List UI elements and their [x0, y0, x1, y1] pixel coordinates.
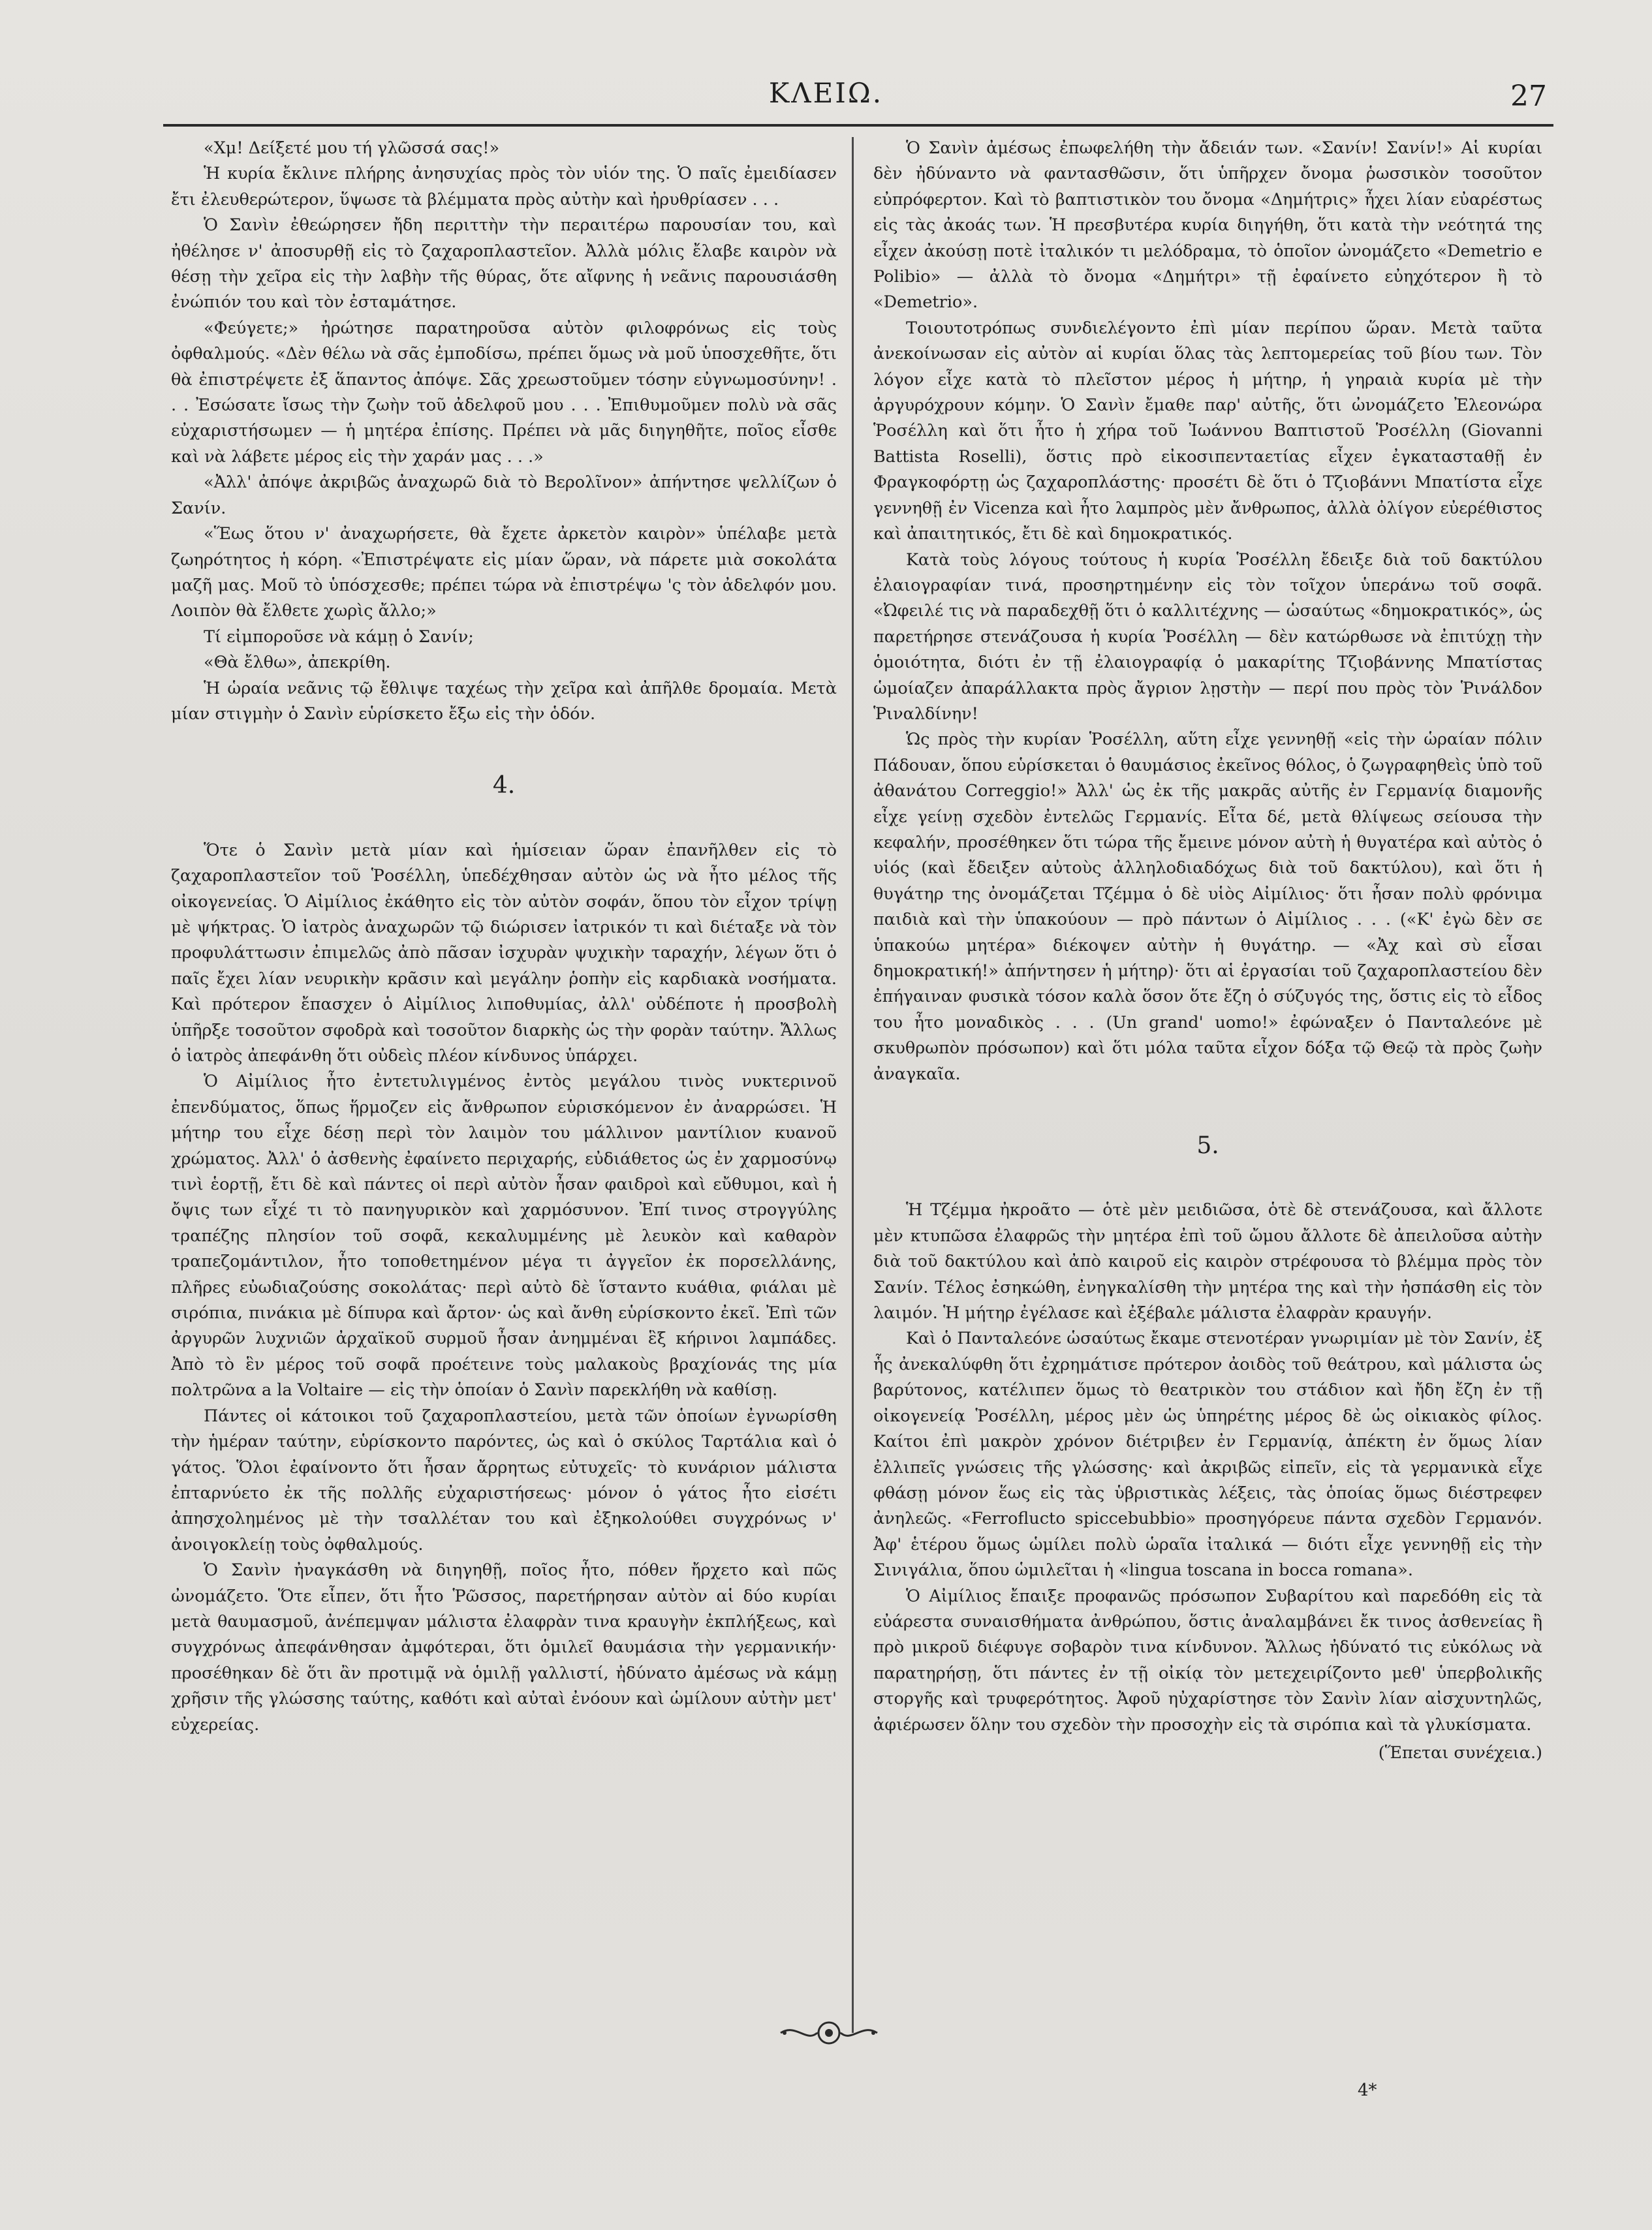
paragraph: Ὁ Σανὶν ἐθεώρησεν ἤδη περιττὴν τὴν περαιτέρω παρουσίαν του, καὶ ἠθέλησε ν' ἀποσυρθῇ εἰς τὸ ζαχαροπλαστεῖον. Ἀλλὰ μόλις ἔλαβε καιρὸν νὰ θέσῃ τὴν χεῖρα εἰς τὴν λαβὴν τῆς θύρας, ὅτε αἴφνης ἡ νεᾶνις παρουσιάσθη ἐνώπιόν του καὶ τὸν ἐσταμάτησε. — [171, 215, 837, 313]
paragraph: Ἡ Τζέμμα ἠκροᾶτο — ὁτὲ μὲν μειδιῶσα, ὁτὲ δὲ στενάζουσα, καὶ ἄλλοτε μὲν κτυπῶσα ἐλαφρῶς τὴν μητέρα ἐπὶ τοῦ ὤμου ἄλλοτε δὲ ἀπειλοῦσα αὐτὴν διὰ τοῦ δακτύλου καὶ ἀπὸ καιροῦ εἰς καιρὸν στρέφουσα τὸ βλέμμα πρὸς τὸν Σανίν. Τέλος ἐσηκώθη, ἐνηγκαλίσθη τὴν μητέρα της καὶ τὴν ἠσπάσθη εἰς τὸν λαιμόν. Ἡ μήτηρ ἐγέλασε καὶ ἐξέβαλε μάλιστα ἐλαφρὰν κραυγήν. — [873, 1200, 1542, 1324]
paragraph: Ὁ Αἰμίλιος ἔπαιξε προφανῶς πρόσωπον Συβαρίτου καὶ παρεδόθη εἰς τὰ εὐάρεστα συναισθήματα ἀνθρώπου, ὅστις ἀναλαμβάνει ἔκ τινος ἀσθενείας ἢ πρὸ μικροῦ διέφυγε σοβαρὸν τινα κίνδυνον. Ἄλλως ἠδύνατό τις εὐκόλως νὰ παρατηρήσῃ, ὅτι πάντες ἐν τῇ οἰκίᾳ τὸν μετεχειρίζοντο μεθ' ὑπερβολικῆς στοργῆς καὶ τρυφερότητος. Ἀφοῦ ηὐχαρίστησε τὸν Σανὶν λίαν αἰσχυντηλῶς, ἀφιέρωσεν ὅλην του σχεδὸν τὴν προσοχὴν εἰς τὰ σιρόπια καὶ τὰ γλυκίσματα. — [873, 1586, 1542, 1735]
page-number: 27 — [1510, 80, 1547, 113]
paragraph: Πάντες οἱ κάτοικοι τοῦ ζαχαροπλαστείου, μετὰ τῶν ὁποίων ἐγνωρίσθη τὴν ἡμέραν ταύτην, εὑρίσκοντο παρόντες, ὡς καὶ ὁ σκύλος Ταρτάλια καὶ ὁ γάτος. Ὅλοι ἐφαίνοντο ὅτι ἦσαν ἄρρητως εὐτυχεῖς· τὸ κυνάριον μάλιστα ἐπταρνύετο ἐκ τῆς πολλῆς εὐχαριστήσεως· μόνον ὁ γάτος ἦτο εἰσέτι ἀπησχολημένος μὲ τὴν τσαλλέταν του καὶ ἐξηκολούθει συγχρόνως ν' ἀνοιγοκλείῃ τοὺς ὀφθαλμούς. — [171, 1406, 837, 1555]
paragraph: Ἡ κυρία ἔκλινε πλήρης ἀνησυχίας πρὸς τὸν υἱόν της. Ὁ παῖς ἐμειδίασεν ἔτι ἐλευθερώτερον, ὕψωσε τὰ βλέμματα πρὸς αὐτὴν καὶ ἠρυθρίασεν . . . — [171, 164, 837, 209]
paragraph: «Χμ! Δείξετέ μου τή γλῶσσά σας!» — [204, 138, 500, 158]
paragraph: Ὁ Αἰμίλιος ἦτο ἐντετυλιγμένος ἐντὸς μεγάλου τινὸς νυκτερινοῦ ἐπενδύματος, ὅπως ἥρμοζεν εἰς ἄνθρωπον εὑρισκόμενον ἐν ἀναρρώσει. Ἡ μήτηρ του εἶχε δέσῃ περὶ τὸν λαιμὸν του μάλλινον μαντίλιον κυανοῦ χρώματος. Ἀλλ' ὁ ἀσθενὴς ἐφαίνετο περιχαρής, εὐδιάθετος ὡς ἐν χαρμοσύνῳ τινὶ ἑορτῇ, ἔτι δὲ καὶ πάντες οἱ περὶ αὐτὸν ἦσαν φαιδροὶ καὶ εὔθυμοι, καὶ ἡ ὄψις των εἶχέ τι τὸ πανηγυρικὸν καὶ χαρμόσυνον. Ἐπί τινος στρογγύλης τραπέζης πλησίον τοῦ σοφᾶ, κεκαλυμμένης μὲ λευκὸν καὶ καθαρὸν τραπεζομάντιλον, ἦτο τοποθετημένον μέγα τι ἀγγεῖον ἐκ πορσελλάνης, πλῆρες εὐωδιαζούσης σοκολάτας· περὶ αὐτὸ δὲ ἵσταντο κυάθια, φιάλαι μὲ σιρόπια, πινάκια μὲ δίπυρα καὶ ἄρτον· ὡς καὶ ἄνθη εὑρίσκοντο ἐκεῖ. Ἐπὶ τῶν ἀργυρῶν λυχνιῶν ἀρχαϊκοῦ συρμοῦ ἦσαν ἀνημμέναι ἓξ κήρινοι λαμπάδες. Ἀπὸ τὸ ἓν μέρος τοῦ σοφᾶ προέτεινε τοὺς μαλακοὺς βραχίονάς της μία πολτρῶνα a la Voltaire — εἰς τὴν ὁποίαν ὁ Σανὶν παρεκλήθη νὰ καθίσῃ. — [171, 1072, 837, 1401]
paragraph: «Ἕως ὅτου ν' ἀναχωρήσετε, θὰ ἔχετε ἀρκετὸν καιρὸν» ὑπέλαβε μετὰ ζωηρότητος ἡ κόρη. «Ἐπιστρέψατε εἰς μίαν ὥραν, νὰ πάρετε μιὰ σοκολάτα μαζῆ μας. Μοῦ τὸ ὑπόσχεσθε; πρέπει τώρα νὰ ἐπιστρέψω 'ς τὸν ἀδελφόν μου. Λοιπὸν θὰ ἔλθετε χωρὶς ἄλλο;» — [171, 524, 837, 621]
page-title: ΚΛΕΙΩ. — [768, 77, 884, 109]
paragraph: Ὁ Σανὶν ἀμέσως ἐπωφελήθη τὴν ἄδειάν των. «Σανίν! Σανίν!» Αἱ κυρίαι δὲν ἠδύναντο νὰ φαντασθῶσιν, ὅτι ὑπῆρχεν ὄνομα ῥωσσικὸν τοσοῦτον εὐπρόφερτον. Καὶ τὸ βαπτιστικὸν του ὄνομα «Δημήτρις» ἦχει λίαν εὐαρέστως εἰς τὰς ἀκοάς των. Ἡ πρεσβυτέρα κυρία διηγήθη, ὅτι κατὰ τὴν νεότητά της εἶχεν ἀκούσῃ ποτὲ ἰταλικόν τι μελόδραμα, τὸ ὁποῖον ὠνομάζετο «Demetrio e Polibio» — ἀλλὰ τὸ ὄνομα «Δημήτρι» τῇ ἐφαίνετο εὐηχότερον ἢ τὸ «Demetrio». — [873, 138, 1542, 313]
signature-mark: 4* — [1358, 2081, 1377, 2100]
paragraph: Ἡ ὡραία νεᾶνις τῷ ἔθλιψε ταχέως τὴν χεῖρα καὶ ἀπῆλθε δρομαία. Μετὰ μίαν στιγμὴν ὁ Σανὶν εὑρίσκετο ἔξω εἰς τὴν ὁδόν. — [171, 678, 837, 724]
paragraph: Ὁ Σανὶν ἠναγκάσθη νὰ διηγηθῇ, ποῖος ἦτο, πόθεν ἤρχετο καὶ πῶς ὠνομάζετο. Ὅτε εἶπεν, ὅτι ἦτο Ῥῶσσος, παρετήρησαν αὐτὸν αἱ δύο κυρίαι μετὰ θαυμασμοῦ, ἀνέπεμψαν μάλιστα ἐλαφρὰν τινα κραυγὴν ἐκπλήξεως, καὶ συγχρόνως ἀπεφάνθησαν ἀμφότεραι, ὅτι ὁμιλεῖ θαυμάσια τὴν γερμανικήν· προσέθηκαν δὲ ὅτι ἂν προτιμᾷ νὰ ὁμιλῇ γαλλιστί, ἠδύνατο ἀμέσως νὰ κάμῃ χρῆσιν τῆς γλώσσης ταύτης, καθότι καὶ αὐταὶ ἐνόουν καὶ ὡμίλουν αὐτὴν μετ' εὐχερείας. — [171, 1560, 837, 1735]
column-divider — [852, 137, 854, 2033]
paragraph: Καὶ ὁ Πανταλεόνε ὡσαύτως ἔκαμε στενοτέραν γνωριμίαν μὲ τὸν Σανίν, ἐξ ἧς ἀνεκαλύφθη ὅτι ἐχρημάτισε πρότερον ἀοιδὸς τοῦ θεάτρου, καὶ μάλιστα ὡς βαρύτονος, κατέλιπεν ὅμως τὸ θεατρικὸν του στάδιον καὶ ἤδη ἔζη ἐν τῇ οἰκογενείᾳ Ῥοσέλλη, μέρος μὲν ὡς ὑπηρέτης μέρος δὲ ὡς οἰκιακὸς φίλος. Καίτοι ἐπὶ μακρὸν χρόνον διέτριβεν ἐν Γερμανίᾳ, ἀπέκτη ἐν ὅμως λίαν ἐλλιπεῖς γνώσεις τῆς γλώσσης· καὶ ἀκριβῶς εἰπεῖν, εἰς τὰ γερμανικὰ εἶχε φθάσῃ μόνον ἕως εἰς τὰς ὑβριστικὰς λέξεις, τὰς ὁποίας ὅμως διέστρεφεν ἀνηλεῶς. «Ferroflucto spiccebubbio» προσηγόρευε πάντα σχεδὸν Γερμανόν. Ἀφ' ἑτέρου ὅμως ὡμίλει πολὺ ὡραῖα ἰταλικά — διότι εἶχε γεννηθῇ εἰς τὴν Σινιγάλια, ὅπου ὡμιλεῖται ἡ «lingua toscana in bocca romana». — [873, 1329, 1542, 1581]
right-column — [873, 136, 1542, 1766]
header-rule — [163, 124, 1553, 127]
paragraph: Τί εἰμποροῦσε νὰ κάμῃ ὁ Σανίν; — [204, 627, 474, 647]
paragraph: Ὅτε ὁ Σανὶν μετὰ μίαν καὶ ἡμίσειαν ὥραν ἐπανῆλθεν εἰς τὸ ζαχαροπλαστεῖον τοῦ Ῥοσέλλη, ὑπεδέχθησαν αὐτὸν ὡς νὰ ἦτο μέλος τῆς οἰκογενείας. Ὁ Αἰμίλιος ἐκάθητο εἰς τὸν αὐτὸν σοφάν, ὅπου τὸν εἶχον τρίψῃ μὲ ψήκτρας. Ὁ ἰατρὸς ἀναχωρῶν τῷ διώρισεν ἰατρικόν τι καὶ διέταξε νὰ τὸν προφυλάττωσιν ἐπιμελῶς ἀπὸ πᾶσαν ἰσχυρὰν ψυχικὴν ταραχήν, λέγων ὅτι ὁ παῖς ἔχει λίαν νευρικὴν κρᾶσιν καὶ μεγάλην ῥοπὴν εἰς καρδιακὰ νοσήματα. Καὶ πρότερον ἔπασχεν ὁ Αἰμίλιος λιποθυμίας, ἀλλ' οὐδέποτε ἡ προσβολὴ ὑπῆρξε τοσοῦτον σφοδρὰ καὶ τοσοῦτον διαρκὴς ὡς τὴν φορὰν ταύτην. Ἄλλως ὁ ἰατρὸς ἀπεφάνθη ὅτι οὐδεὶς πλέον κίνδυνος ὑπάρχει. — [171, 840, 837, 1066]
section-heading: 5. — [1196, 1132, 1219, 1160]
ornament-icon — [777, 2010, 881, 2056]
section-heading: 4. — [492, 772, 516, 799]
paragraph: Κατὰ τοὺς λόγους τούτους ἡ κυρία Ῥοσέλλη ἔδειξε διὰ τοῦ δακτύλου ἐλαιογραφίαν τινά, προσηρτημένην εἰς τὸν τοῖχον ὑπεράνω τοῦ σοφᾶ. «Ὠφειλέ τις νὰ παραδεχθῇ ὅτι ὁ καλλιτέχνης — ὡσαύτως «δημοκρατικός», ὡς παρετήρησε στενάζουσα ἡ κυρία Ῥοσέλλη — δὲν κατώρθωσε νὰ ἐπιτύχῃ τὴν ὁμοιότητα, διότι ἐν τῇ ἐλαιογραφίᾳ ὁ μακαρίτης Τζιοβάννης Μπατίστας ὡμοίαζεν ἀπαράλλακτα πρὸς ἄγριον λῃστὴν — περί που πρὸς τὸν Ῥινάλδον Ῥιναλδίνην! — [873, 550, 1542, 724]
paragraph: «Ἀλλ' ἀπόψε ἀκριβῶς ἀναχωρῶ διὰ τὸ Βερολῖνον» ἀπήντησε ψελλίζων ὁ Σανίν. — [171, 472, 837, 518]
continued-note: (Ἕπεται συνέχεια.) — [1378, 1742, 1542, 1763]
paragraph: Τοιουτοτρόπως συνδιελέγοντο ἐπὶ μίαν περίπου ὥραν. Μετὰ ταῦτα ἀνεκοίνωσαν εἰς αὐτὸν αἱ κυρίαι ὅλας τὰς λεπτομερείας τοῦ βίου των. Τὸν λόγον εἶχε κατὰ τὸ πλεῖστον μέρος ἡ μήτηρ, ἡ γηραιὰ κυρία μὲ τὴν ἀργυρόχρουν κόμην. Ὁ Σανὶν ἔμαθε παρ' αὐτῆς, ὅτι ὠνομάζετο Ἐλεονώρα Ῥοσέλλη καὶ ὅτι ἦτο ἡ χήρα τοῦ Ἰωάννου Βαπτιστοῦ Ῥοσέλλη (Giovanni Battista Roselli), ὅστις πρὸ εἰκοσιπενταετίας εἶχεν ἐγκατασταθῇ ἐν Φραγκοφόρτῃ ὡς ζαχαροπλάστης· προσέτι δὲ ὅτι ὁ Τζιοβάννι Μπατίστα εἶχε γεννηθῇ ἐν Vicenza καὶ ἦτο λαμπρὸς μὲν ἄνθρωπος, ἀλλὰ ὀλίγον εὐερέθιστος καὶ ἀπαιτητικός, ἔτι δὲ καὶ δημοκρατικός. — [873, 318, 1542, 544]
left-column — [171, 136, 837, 1738]
paragraph: Ὡς πρὸς τὴν κυρίαν Ῥοσέλλη, αὕτη εἶχε γεννηθῇ «εἰς τὴν ὡραίαν πόλιν Πάδουαν, ὅπου εὑρίσκεται ὁ θαυμάσιος ἐκεῖνος θόλος, ὁ ζωγραφηθεὶς ὑπὸ τοῦ ἀθανάτου Correggio!» Ἀλλ' ὡς ἐκ τῆς μακρᾶς αὐτῆς ἐν Γερμανίᾳ διαμονῆς εἶχε γείνῃ σχεδὸν ἐντελῶς Γερμανίς. Εἶτα δέ, μετὰ θλίψεως σείουσα τὴν κεφαλήν, προσέθηκεν ὅτι τώρα τῆς ἔμεινε μόνον αὐτὴ ἡ θυγατέρα καὶ αὐτὸς ὁ υἱός (καὶ ἔδειξεν αὐτοὺς ἀλληλοδιαδόχως διὰ τοῦ δακτύλου), καὶ ὅτι ἡ θυγάτηρ της ὀνομάζεται Τζέμμα ὁ δὲ υἱὸς Αἰμίλιος· ὅτι ἦσαν πολὺ φρόνιμα παιδιὰ καὶ τὴν ὑπακούουν — πρὸ πάντων ὁ Αἰμίλιος . . . («Κ' ἐγὼ δὲν σε ὑπακούω μητέρα» διέκοψεν αὐτὴν ἡ θυγάτηρ. — «Ἀχ καὶ σὺ εἶσαι δημοκρατική!» ἀπήντησεν ἡ μήτηρ)· ὅτι αἱ ἐργασίαι τοῦ ζαχαροπλαστείου δὲν ἐπήγαιναν φυσικὰ τόσον καλὰ ὅσον ὅτε ἔζη ὁ σύζυγός της, ὅστις εἰς τὸ εἶδος του ἦτο μοναδικὸς . . . (Un grand' uomo!» ἐφώναξεν ὁ Πανταλεόνε μὲ σκυθρωπὸν πρόσωπον) καὶ ὅτι μόλα ταῦτα εἶχον δόξα τῷ Θεῷ τὰ πρὸς ζωὴν ἀναγκαῖα. — [873, 730, 1542, 1084]
paragraph: «Θὰ ἔλθω», ἀπεκρίθη. — [204, 653, 391, 673]
paragraph: «Φεύγετε;» ἠρώτησε παρατηροῦσα αὐτὸν φιλοφρόνως εἰς τοὺς ὀφθαλμούς. «Δὲν θέλω νὰ σᾶς ἐμποδίσω, πρέπει ὅμως νὰ μοῦ ὑποσχεθῆτε, ὅτι θὰ ἐπιστρέψετε ἐξ ἅπαντος ἀπόψε. Σᾶς χρεωστοῦμεν τόσην εὐγνωμοσύνην! . . . Ἐσώσατε ἴσως τὴν ζωὴν τοῦ ἀδελφοῦ μου . . . Ἐπιθυμοῦμεν πολὺ νὰ σᾶς εὐχαριστήσωμεν — ἡ μητέρα ἐπίσης. Πρέπει νὰ μᾶς διηγηθῆτε, ποῖος εἶσθε καὶ νὰ λάβετε μέρος εἰς τὴν χαράν μας . . .» — [171, 318, 837, 467]
